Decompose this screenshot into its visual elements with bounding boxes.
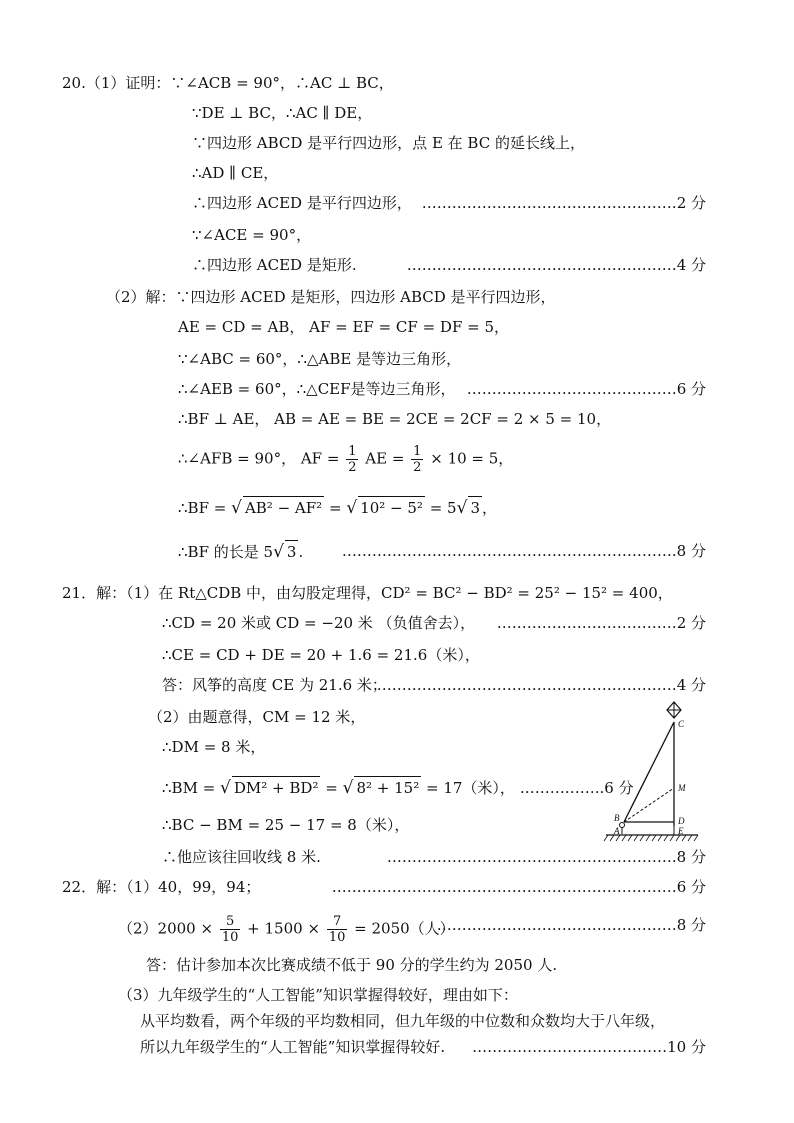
q22-part3-line-2: 所以九年级学生的“人工智能”知识掌握得较好.: [140, 1038, 446, 1056]
q22-part3-header: （3）九年级学生的“人工智能”知识掌握得较好，理由如下：: [118, 986, 518, 1004]
q22-p2-b: + 1500 ×: [247, 919, 321, 938]
q20-part2-header: （2）解：∵四边形 ACED 是矩形，四边形 ABCD 是平行四边形，: [106, 288, 556, 306]
q21-part2-line-3: ∴BC − BM = 25 − 17 = 8（米），: [162, 816, 410, 834]
q22-p2-a: （2）2000 ×: [118, 919, 214, 938]
q20-header: 20.（1）证明：∵∠ACB = 90°，∴AC ⊥ BC，: [62, 74, 394, 92]
sqrt-radicand: 10² − 5²: [358, 496, 425, 519]
frac-denominator: 10: [328, 930, 346, 945]
q20-line-3: ∵四边形 ABCD 是平行四边形，点 E 在 BC 的延长线上，: [192, 134, 585, 152]
q21-line-2-points: ………………………………2 分: [496, 614, 706, 632]
q21-line-4: 答：风筝的高度 CE 为 21.6 米；: [162, 676, 387, 694]
q21-part2-header: （2）由题意得，CM = 12 米，: [148, 708, 366, 726]
q21-part2-line-4-points: ………………………………………………….8 分: [386, 848, 706, 866]
q20-part2-line-5: [178, 444, 513, 475]
q20-line-2: ∵DE ⊥ BC，∴AC ∥ DE，: [192, 104, 373, 122]
figure-label-m: M: [678, 783, 686, 793]
q20-p2-l7-a: ∴BF 的长是 5: [178, 543, 274, 561]
frac-denominator: 2: [348, 460, 357, 475]
fraction-one-half: [346, 444, 358, 475]
q20-part2-line-7: [178, 540, 303, 563]
sqrt-radicand: AB² − AF²: [243, 496, 324, 519]
q20-p2-l6-b: = 5: [429, 499, 457, 517]
sqrt-radicand: 3: [285, 540, 299, 563]
frac-denominator: 2: [413, 460, 422, 475]
sqrt-sign-icon: √: [456, 498, 468, 518]
q20-p2-l5-b: AE =: [365, 449, 405, 468]
q22-p2-c: = 2050（人）: [354, 919, 455, 938]
q21-part2-line-1: ∴DM = 8 米，: [162, 738, 266, 756]
sqrt-sign-icon: √: [231, 498, 242, 518]
fraction-7-10: [327, 914, 348, 945]
q21-p2-l2-b: = 17（米），: [426, 779, 515, 797]
frac-numerator: 7: [327, 914, 348, 930]
equals-sign: =: [325, 779, 338, 797]
q20-line-7: ∴四边形 ACED 是矩形.: [192, 256, 357, 274]
q20-line-5-points: ……………………………………………2 分: [421, 194, 706, 212]
sqrt-radicand: 3: [468, 496, 482, 519]
q21-line-2: ∴CD = 20 米或 CD = −20 米 （负值舍去），: [162, 614, 476, 632]
q20-p2-l6-c: ，: [481, 499, 497, 517]
figure-label-e: E: [678, 826, 684, 836]
q21-part2-line-2: [162, 776, 634, 799]
sqrt-radicand: 8² + 15²: [354, 776, 421, 799]
q21-p2-l2-a: ∴BM =: [162, 779, 216, 797]
q21-p2-l2-points: ……………..6 分: [519, 779, 634, 797]
q20-line-7-points: ………………………………………………4 分: [406, 256, 706, 274]
frac-numerator: 1: [413, 444, 422, 459]
q20-p2-l7-b: .: [298, 543, 304, 561]
q20-part2-line-3-points: ……………………………………6 分: [466, 380, 706, 398]
q22-part2-points: …………………………………………8 分: [436, 916, 706, 934]
fraction-5-10: [220, 914, 241, 945]
q20-part2-line-2: ∵∠ABC = 60°，∴△ABE 是等边三角形，: [178, 350, 462, 368]
q20-p2-l5-a: ∴∠AFB = 90°， AF =: [178, 449, 340, 468]
q20-p2-l6-a: ∴BF =: [178, 499, 227, 517]
q21-line-4-points: ……………………………………………………4 分: [376, 676, 706, 694]
q20-line-6: ∵∠ACE = 90°，: [192, 226, 312, 244]
q20-part2-line-1: AE = CD = AB， AF = EF = CF = DF = 5，: [178, 318, 509, 336]
q20-part2-line-4: ∴BF ⊥ AE， AB = AE = BE = 2CE = 2CF = 2 × 5 = 10，: [178, 410, 612, 428]
frac-numerator: 1: [348, 444, 357, 459]
sqrt-radicand: DM² + BD²: [232, 776, 321, 799]
q21-line-3: ∴CE = CD + DE = 20 + 1.6 = 21.6（米），: [162, 646, 480, 664]
figure-label-c: C: [678, 719, 685, 729]
q22-header: 22．解：（1）40，99，94；: [62, 878, 261, 896]
equals-sign: =: [328, 499, 342, 517]
q22-part2-line: [118, 914, 455, 945]
sqrt-sign-icon: √: [342, 778, 354, 798]
sqrt-sign-icon: √: [220, 778, 231, 798]
q20-line-5: ∴四边形 ACED 是平行四边形，: [192, 194, 412, 212]
q22-part3-line-2-points: …………………………………10 分: [472, 1038, 706, 1056]
sqrt-sign-icon: √: [346, 498, 358, 518]
sqrt-sign-icon: √: [273, 542, 284, 562]
kite-geometry-figure: [598, 700, 708, 846]
q20-part2-line-7-points: ………………………………………………………….8 分: [341, 542, 706, 560]
figure-label-b: B: [614, 813, 620, 823]
frac-numerator: 5: [220, 914, 241, 930]
figure-label-a: A: [614, 826, 620, 836]
q21-part2-line-4: ∴他应该往回收线 8 米.: [162, 848, 321, 866]
q21-header: 21．解：（1）在 Rt△CDB 中，由勾股定理得，CD² = BC² − BD² = 25² − 15² = 400，: [62, 584, 673, 602]
fraction-one-half: [411, 444, 423, 475]
q22-part3-line-1: 从平均数看，两个年级的平均数相同，但九年级的中位数和众数均大于八年级，: [140, 1012, 666, 1030]
q20-line-4: ∴AD ∥ CE，: [192, 164, 279, 182]
q20-part2-line-3: ∴∠AEB = 60°，∴△CEF是等边三角形，: [178, 380, 456, 398]
figure-label-d: D: [678, 816, 685, 826]
q22-header-points: ……………………………………………………………6 分: [331, 878, 706, 896]
frac-denominator: 10: [221, 930, 239, 945]
q20-part2-line-6: [178, 496, 497, 519]
q20-p2-l5-c: × 10 = 5，: [430, 449, 514, 468]
q22-answer: 答：估计参加本次比赛成绩不低于 90 分的学生约为 2050 人.: [146, 956, 558, 974]
